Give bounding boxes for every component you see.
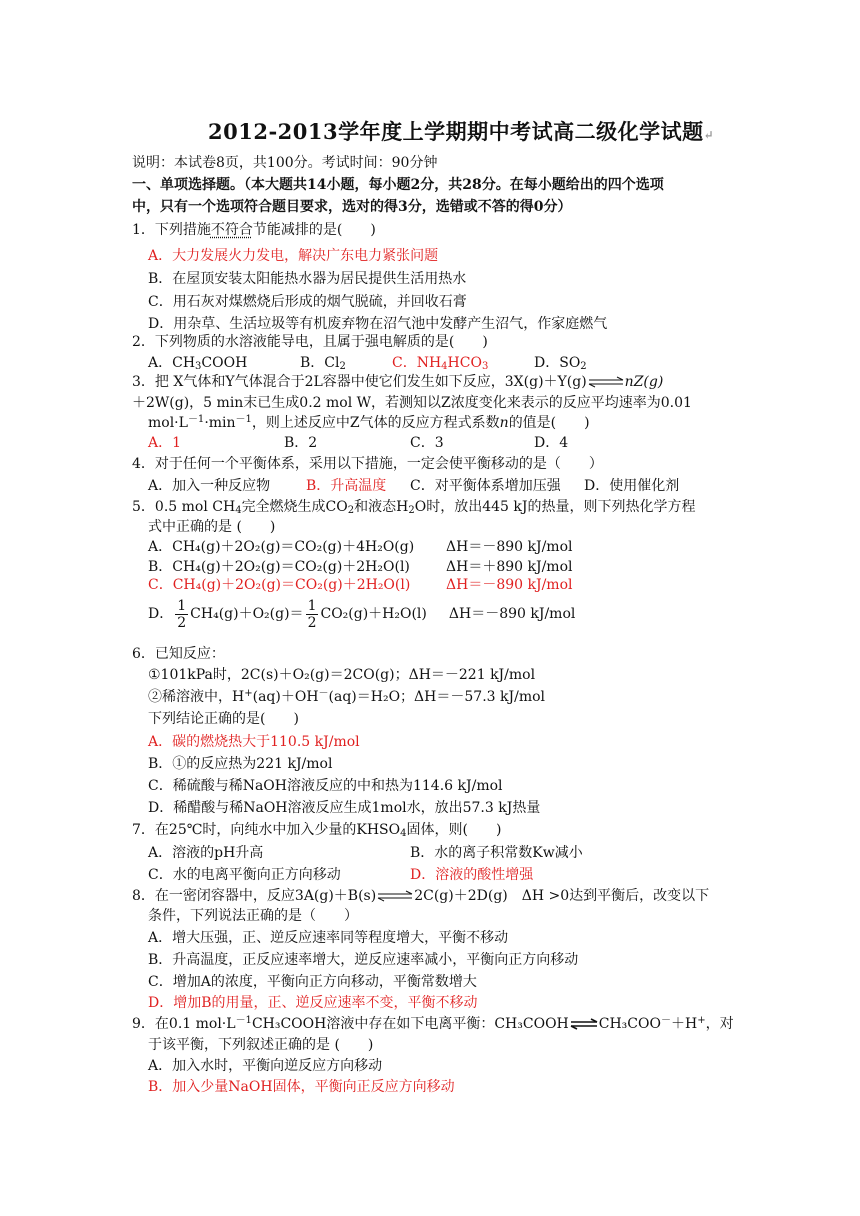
- q3-option-c: C．3: [410, 435, 444, 451]
- equilibrium-arrow-icon: [376, 890, 414, 902]
- q7-option-c: C．水的电离平衡向正方向移动: [148, 867, 341, 883]
- fraction-half: $\frac{1}{2}$: [177, 597, 187, 631]
- q2-option-c: C．$NH_4HCO_3$: [392, 355, 489, 372]
- q4-option-a: A．加入一种反应物: [148, 478, 271, 494]
- q3-option-b: B．2: [284, 435, 318, 451]
- section-heading: 一、单项选择题。（本大题共14小题，每小题2分，共28分。在每小题给出的四个选项: [132, 177, 664, 193]
- q1-option-c: C．用石灰对煤燃烧后形成的烟气脱硫，并回收石膏: [148, 294, 467, 310]
- q5-line2: 式中正确的是 ( ): [148, 519, 276, 535]
- q8-option-b: B．升高温度，正反应速率增大，逆反应速率减小，平衡向正方向移动: [148, 952, 579, 968]
- q3-line2: ＋2W(g)，5 min末已生成0.2 mol W，若测知以Z浓度变化来表示的反应平均速率为0.01: [132, 395, 692, 411]
- q1-option-d: D．用杂草、生活垃圾等有机废弃物在沼气池中发酵产生沼气，作家庭燃气: [148, 316, 608, 332]
- q6-option-d: D．稀醋酸与稀NaOH溶液反应生成1mol水，放出57.3 kJ热量: [148, 800, 541, 816]
- q4-stem: 4．对于任何一个平衡体系，采用以下措施，一定会使平衡移动的是（ ）: [132, 456, 603, 472]
- q5-line1: 5．0.5 mol $CH_4$完全燃烧生成$CO_2$和液态$H_2O$时，放出445 kJ的热量，则下列热化学方程: [132, 499, 696, 516]
- fraction-half: $\frac{1}{2}$: [307, 597, 317, 631]
- q6-reaction-1: ①101kPa时，2C(s)＋O₂(g)＝2CO(g)；ΔH＝－221 kJ/mol: [148, 667, 536, 683]
- equilibrium-arrow-icon: [587, 376, 625, 388]
- q6-ask: 下列结论正确的是( ): [148, 711, 299, 727]
- q3-line3: $mol\cdot L^{-1}\cdot\min^{-1}$，则上述反应中Z气体的反应方程式系数n的值是( ): [148, 414, 590, 431]
- q1-stem: 1．下列措施不符合节能减排的是( ): [132, 222, 376, 238]
- q6-option-c: C．稀硫酸与稀NaOH溶液反应的中和热为114.6 kJ/mol: [148, 778, 503, 794]
- q1-option-a: A．大力发展火力发电，解决广东电力紧张问题: [148, 248, 439, 264]
- q9-option-a: A．加入水时，平衡向逆反应方向移动: [148, 1058, 383, 1074]
- paragraph-mark-icon: ↵: [703, 128, 715, 142]
- q5-option-a-dh: ΔH＝－890 kJ/mol: [446, 539, 573, 555]
- q2-option-a: A．$CH_3COOH$: [148, 355, 248, 372]
- exam-title: 2012-2013学年度上学期期中考试高二级化学试题↵: [208, 119, 715, 144]
- q5-option-d: D． $\frac{1}{2}$ CH₄(g)＋O₂(g)＝ $\frac{1}{2}$ CO₂(g)＋H₂O(l) ΔH＝－890 kJ/mol: [148, 597, 576, 631]
- q3-option-a: A．1: [148, 435, 182, 451]
- q3-line1: 3．把 X气体和Y气体混合于2L容器中使它们发生如下反应，3X(g)＋Y(g) nZ(g): [132, 374, 664, 390]
- q8-line2: 条件，下列说法正确的是（ ）: [148, 908, 358, 924]
- section-heading-cont: 中，只有一个选项符合题目要求，选对的得3分，选错或不答的得0分）: [132, 199, 572, 215]
- q4-option-b: B．升高温度: [306, 478, 387, 494]
- q6-option-b: B．①的反应热为221 kJ/mol: [148, 756, 333, 772]
- exam-note: 说明：本试卷8页，共100分。考试时间：90分钟: [132, 155, 438, 171]
- q7-stem: 7．在25℃时，向纯水中加入少量的$KHSO_4$固体，则( ): [132, 822, 502, 839]
- q4-option-d: D．使用催化剂: [584, 478, 680, 494]
- q3-option-d: D．4: [534, 435, 569, 451]
- equilibrium-arrow-icon: [569, 1018, 599, 1030]
- q6-reaction-2: ②稀溶液中，H+(aq)＋OH－(aq)＝H₂O；ΔH＝－57.3 kJ/mol: [148, 688, 545, 705]
- q9-line1: 9．在0.1 $mol\cdot L^{-1}CH_3COOH$溶液中存在如下电离平衡：CH₃COOH CH₃COO－＋H+，对: [132, 1015, 734, 1032]
- q6-stem: 6．已知反应：: [132, 646, 225, 662]
- q8-line1: 8．在一密闭容器中，反应3A(g)＋B(s) 2C(g)＋2D(g) ΔH >0达到平衡后，改变以下: [132, 888, 710, 904]
- q9-line2: 于该平衡，下列叙述正确的是 ( ): [148, 1037, 374, 1053]
- q5-option-b-dh: ΔH＝＋890 kJ/mol: [446, 559, 573, 575]
- q9-option-b: B．加入少量NaOH固体，平衡向正反应方向移动: [148, 1079, 455, 1095]
- q4-option-c: C．对平衡体系增加压强: [410, 478, 561, 494]
- q5-option-c-eq: C．CH₄(g)＋2O₂(g)＝CO₂(g)＋2H₂O(l): [148, 577, 411, 593]
- q7-option-b: B．水的离子积常数Kw减小: [410, 845, 583, 861]
- q2-option-d: D．$SO_2$: [534, 355, 587, 372]
- q7-option-a: A．溶液的pH升高: [148, 845, 264, 861]
- q8-option-d: D．增加B的用量，正、逆反应速率不变，平衡不移动: [148, 995, 478, 1011]
- q2-option-b: B．$Cl_2$: [300, 355, 346, 372]
- q1-option-b: B．在屋顶安装太阳能热水器为居民提供生活用热水: [148, 271, 467, 287]
- q6-option-a: A．碳的燃烧热大于110.5 kJ/mol: [148, 734, 360, 750]
- q5-option-b-eq: B．CH₄(g)＋2O₂(g)＝CO₂(g)＋2H₂O(l): [148, 559, 410, 575]
- q8-option-a: A．增大压强，正、逆反应速率同等程度增大，平衡不移动: [148, 930, 509, 946]
- q7-option-d: D．溶液的酸性增强: [410, 867, 534, 883]
- q5-option-c-dh: ΔH＝－890 kJ/mol: [446, 577, 573, 593]
- q8-option-c: C．增加A的浓度，平衡向正方向移动，平衡常数增大: [148, 974, 477, 990]
- q5-option-a-eq: A．CH₄(g)＋2O₂(g)＝CO₂(g)＋4H₂O(g): [148, 539, 415, 555]
- q2-stem: 2．下列物质的水溶液能导电，且属于强电解质的是( ): [132, 334, 488, 350]
